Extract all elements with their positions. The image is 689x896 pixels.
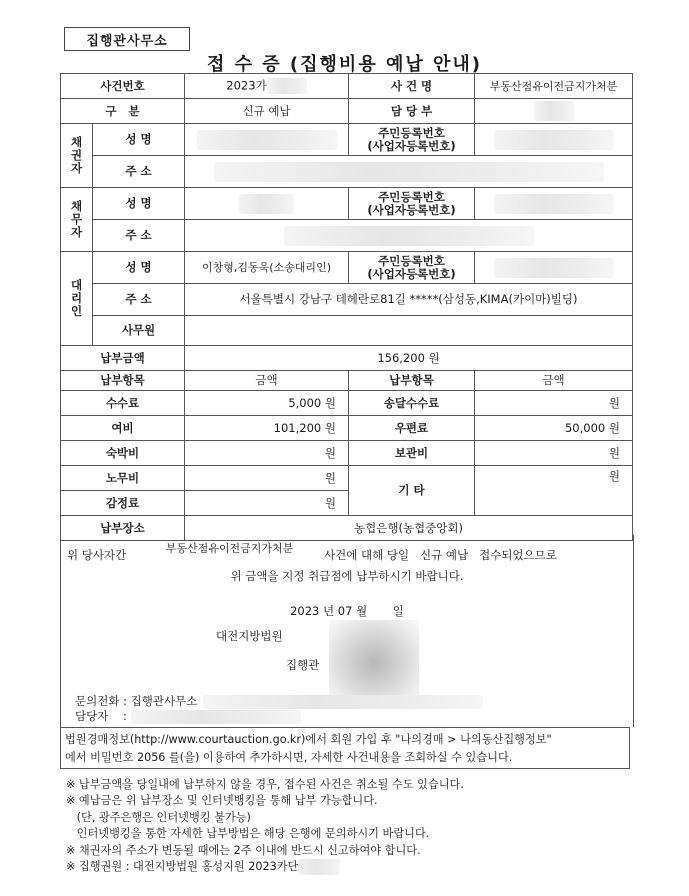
redacted-manager [131, 710, 301, 724]
note-item: (단, 광주은행은 인터넷뱅킹 불가능) [66, 810, 251, 824]
payment-row [61, 441, 633, 466]
notice-date: 2023 년 07 월 일 [290, 604, 404, 618]
online-info-line-1: 법원경매정보(http://www.courtauction.go.kr)에서 회원 가입 후 "나의경매 > 나의동산집행정보" [65, 733, 552, 746]
creditor-address-label: 주 소 [93, 156, 185, 188]
contact-phone-row: 문의전화 : 집행관사무소 [75, 694, 483, 709]
creditor-name-row [61, 124, 633, 156]
case-number-label: 사건번호 [61, 74, 185, 99]
document-title: 접 수 증 (집행비용 예납 안내) [206, 54, 483, 75]
court-name: 대전지방법원 [216, 629, 283, 643]
payment-left-label: 감정료 [61, 491, 185, 516]
payment-left-amount: 5,000 원 [185, 391, 349, 416]
dept-label: 담 당 부 [349, 99, 475, 124]
type-label: 구 분 [61, 99, 185, 124]
debtor-name-label: 성 명 [93, 188, 185, 220]
online-info-box [60, 727, 630, 769]
payment-left-label: 수수료 [61, 391, 185, 416]
redacted-debtor-address [284, 226, 534, 246]
debtor-name-row [61, 188, 633, 220]
debtor-id-label: 주민등록번호 (사업자등록번호) [349, 188, 475, 220]
creditor-name-value [185, 124, 349, 156]
redacted-title-number [298, 859, 340, 875]
payment-place-label: 납부장소 [61, 516, 185, 541]
payment-left-label: 숙박비 [61, 441, 185, 466]
creditor-group-label: 채권자 [61, 124, 93, 188]
payment-place-value: 농협은행(농협중앙회) [185, 516, 633, 541]
case-number-text: 2023가 [226, 78, 267, 93]
case-number-value [185, 74, 349, 99]
agent-id-value [475, 252, 633, 284]
note-item: ※ 채권자의 주소가 변동될 때에는 2주 이내에 반드시 신고하여야 합니다. [66, 843, 421, 857]
contact-manager-row: 담당자 : [75, 709, 483, 724]
debtor-name-value [185, 188, 349, 220]
agent-id-label: 주민등록번호 (사업자등록번호) [349, 252, 475, 284]
agent-clerk-row [61, 316, 633, 346]
type-row [61, 99, 633, 124]
dept-value [475, 99, 633, 124]
agent-address-label: 주 소 [93, 284, 185, 316]
payment-left-amount: 101,200 원 [185, 416, 349, 441]
payment-right-amount: 원 [475, 441, 633, 466]
agent-clerk-value [185, 316, 633, 346]
creditor-name-label: 성 명 [93, 124, 185, 156]
redacted-seal [329, 620, 419, 705]
online-info-line-2: 에서 비밀번호 2056 를(을) 이용하여 추가하시면, 자세한 사건내용을 조회하실 수 있습니다. [65, 751, 513, 764]
payment-left-label: 노무비 [61, 466, 185, 491]
type-value: 신규 예납 [185, 99, 349, 124]
case-name-label: 사 건 명 [349, 74, 475, 99]
receipt-table [60, 73, 633, 541]
payment-right-amount: 원 [475, 391, 633, 416]
agent-address-value: 서울특별시 강남구 테헤란로81길 *****(삼성동,KIMA(카이마)빌딩) [185, 284, 633, 316]
redacted-debtor-name [239, 194, 294, 214]
case-name-value: 부동산점유이전금지가처분 [475, 74, 633, 99]
note-item: 인터넷뱅킹을 통한 자세한 납부방법은 해당 은행에 문의하시기 바랍니다. [66, 827, 430, 841]
payment-item-header-left: 납부항목 [61, 371, 185, 391]
agent-group-label: 대리인 [61, 252, 93, 346]
payment-left-label: 여비 [61, 416, 185, 441]
payment-right-label: 기 타 [349, 466, 475, 516]
case-number-row [61, 74, 633, 99]
redacted-creditor-name [197, 130, 337, 150]
contact-info [75, 694, 483, 724]
payment-row [61, 416, 633, 441]
notice-pre: 위 당사자간 [67, 548, 127, 562]
payment-left-amount: 원 [185, 441, 349, 466]
redacted-creditor-id [494, 130, 614, 150]
notes-list [66, 777, 646, 875]
payment-right-label: 보관비 [349, 441, 475, 466]
notice-line-2: 위 금액을 지정 취급점에 납부하시기 바랍니다. [230, 569, 464, 583]
debtor-id-value [475, 188, 633, 220]
payment-right-amount: 원 [475, 466, 633, 516]
redacted-phone [203, 695, 483, 709]
payment-left-amount: 원 [185, 491, 349, 516]
agent-address-row [61, 284, 633, 316]
note-item: ※ 집행권원 : 대전지방법원 홍성지원 2023카단 [66, 859, 646, 875]
payment-amount-header-right: 금액 [475, 371, 633, 391]
debtor-address-row [61, 220, 633, 252]
payment-right-label: 송달수수료 [349, 391, 475, 416]
payment-row [61, 466, 633, 491]
agent-clerk-label: 사무원 [93, 316, 185, 346]
notice-post: 사건에 대해 당일 신규 예납 접수되었으므로 [324, 548, 557, 562]
note-item: ※ 납부금액을 당일내에 납부하지 않을 경우, 접수된 사건은 취소될 수도 있습니다. [66, 778, 464, 791]
debtor-group-label: 채무자 [61, 188, 93, 252]
creditor-address-value [185, 156, 633, 188]
redacted-creditor-address [214, 162, 604, 182]
payment-left-amount: 원 [185, 466, 349, 491]
redacted-dept [534, 101, 574, 121]
office-tag: 집행관사무소 [64, 27, 190, 51]
redacted-case-number [267, 78, 307, 94]
creditor-address-row [61, 156, 633, 188]
payment-right-label: 우편료 [349, 416, 475, 441]
agent-name-value: 이창형,김동욱(소송대리인) [185, 252, 349, 284]
payment-item-header-right: 납부항목 [349, 371, 475, 391]
redacted-debtor-id [494, 194, 614, 214]
debtor-address-label: 주 소 [93, 220, 185, 252]
payment-total-value: 156,200 원 [185, 346, 633, 371]
notice-section [60, 535, 634, 727]
note-item: ※ 예납금은 위 납부장소 및 인터넷뱅킹을 통해 납부 가능합니다. [66, 794, 378, 808]
agent-name-label: 성 명 [93, 252, 185, 284]
debtor-address-value [185, 220, 633, 252]
notice-case-name: 부동산점유이전금지가처분 [165, 542, 294, 555]
creditor-id-label: 주민등록번호 (사업자등록번호) [349, 124, 475, 156]
payment-header-row [61, 371, 633, 391]
payment-amount-header-left: 금액 [185, 371, 349, 391]
payment-right-amount: 50,000 원 [475, 416, 633, 441]
payment-total-label: 납부금액 [61, 346, 185, 371]
payment-row [61, 391, 633, 416]
creditor-id-value [475, 124, 633, 156]
redacted-agent-id [494, 258, 614, 278]
officer-label: 집행관 [286, 658, 320, 672]
agent-name-row [61, 252, 633, 284]
payment-total-row [61, 346, 633, 371]
